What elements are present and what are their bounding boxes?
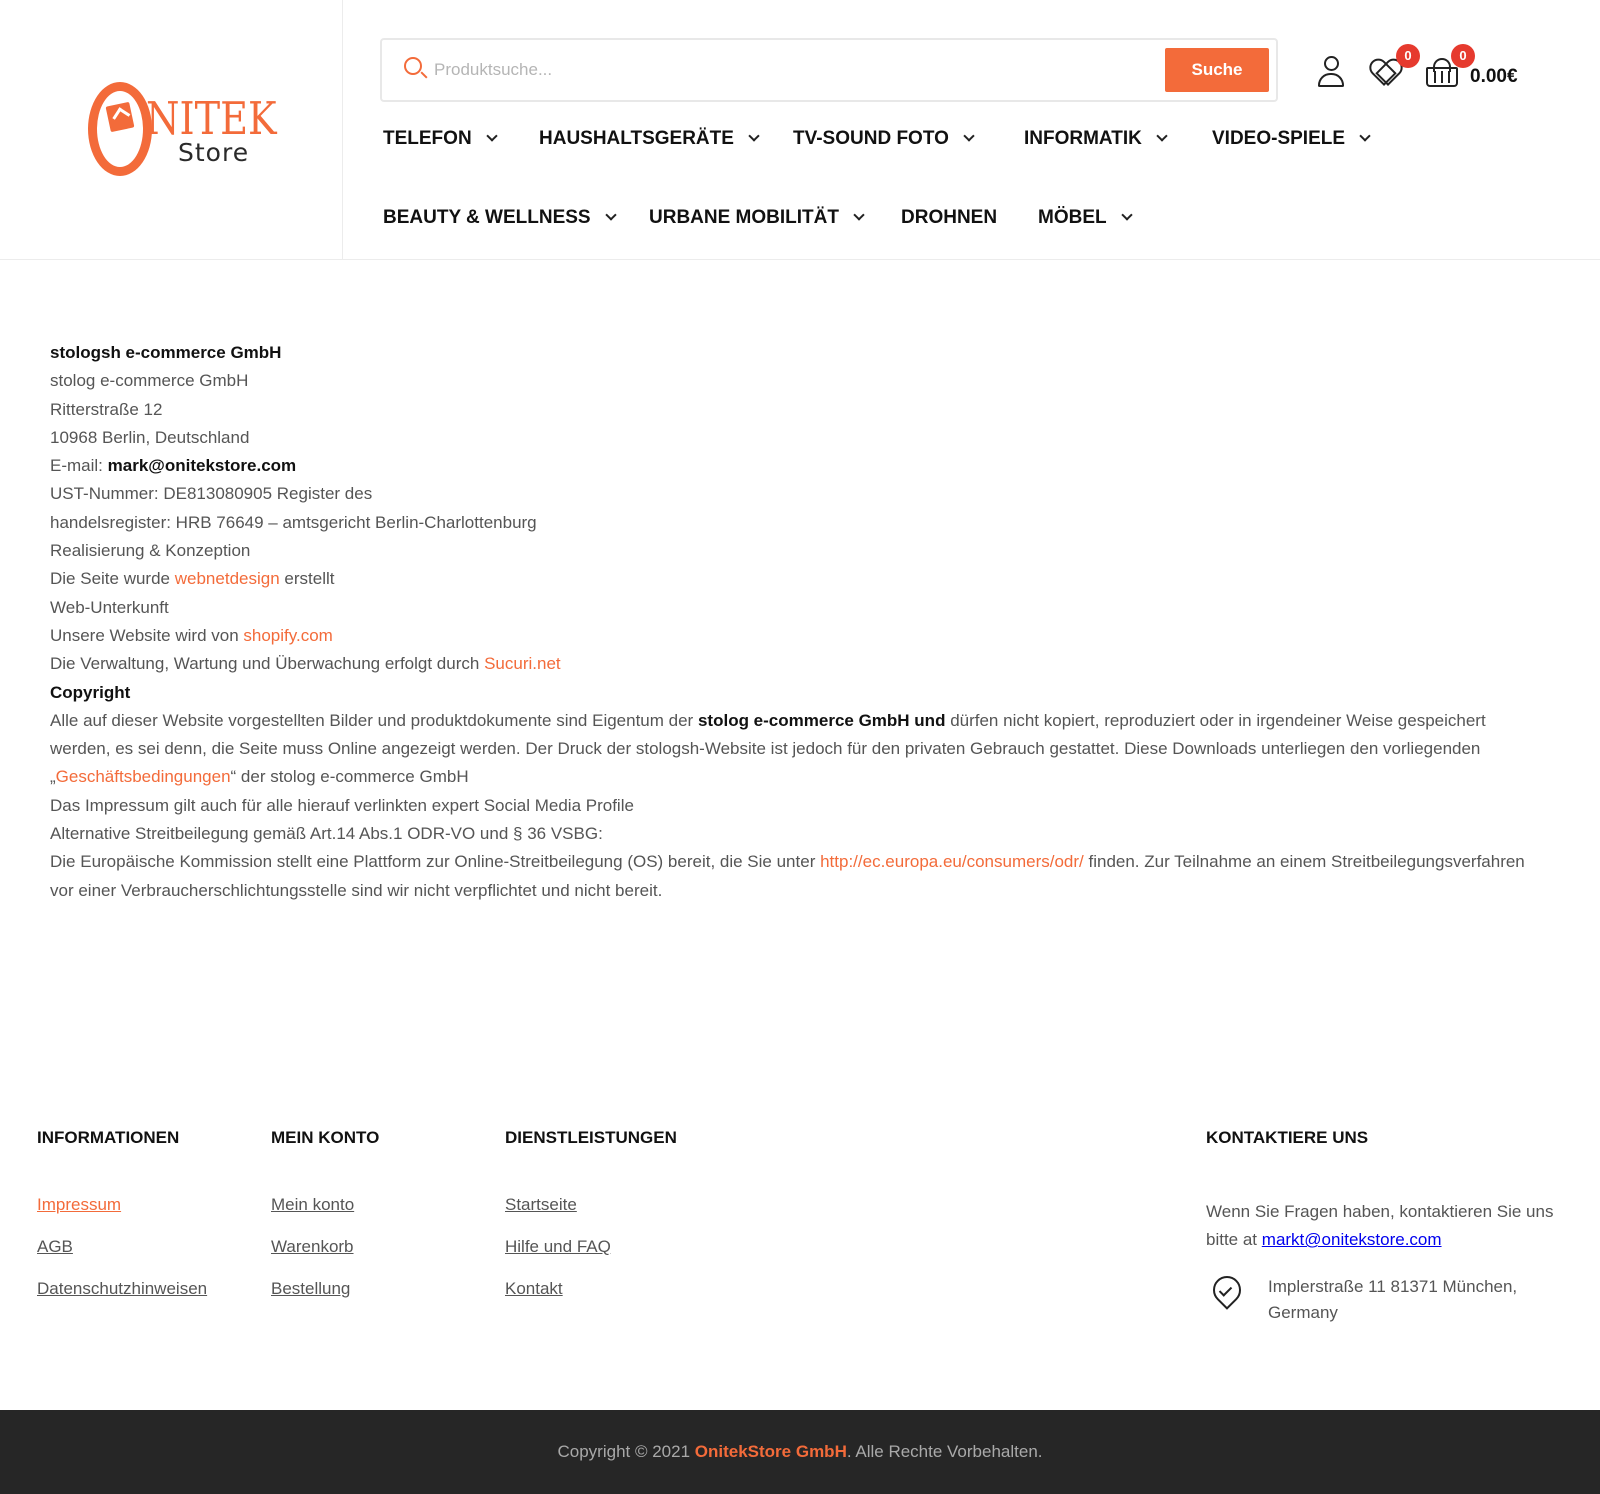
wishlist-count-badge: 0	[1396, 44, 1420, 68]
chevron-down-icon	[748, 130, 759, 141]
site-header	[0, 0, 1600, 260]
chevron-down-icon	[963, 130, 974, 141]
footer-link-hilfe-faq[interactable]: Hilfe und FAQ	[505, 1237, 611, 1256]
realisierung: Realisierung & Konzeption	[50, 541, 251, 561]
nav-item-informatik[interactable]: INFORMATIK	[1024, 128, 1166, 150]
sucuri-link[interactable]: Sucuri.net	[484, 654, 561, 674]
logo-column	[0, 0, 343, 259]
shopify-link[interactable]: shopify.com	[243, 625, 333, 645]
nav-item-beauty-wellness[interactable]: BEAUTY & WELLNESS	[383, 207, 615, 229]
seite-credit-line: Die Seite wurde webnetdesign erstellt	[50, 569, 335, 589]
chevron-down-icon	[853, 209, 864, 220]
footer-link-warenkorb[interactable]: Warenkorb	[271, 1237, 354, 1256]
nav-item-urbane-mobilitaet[interactable]: URBANE MOBILITÄT	[649, 207, 863, 229]
handelsregister: handelsregister: HRB 76649 – amtsgericht Berlin-Charlottenburg	[50, 512, 537, 532]
footer-heading: KONTAKTIERE UNS	[1206, 1128, 1369, 1147]
webnetdesign-link[interactable]: webnetdesign	[174, 569, 280, 589]
company-city: 10968 Berlin, Deutschland	[50, 427, 250, 447]
verwaltung-line: Die Verwaltung, Wartung und Überwachung erfolgt durch Sucuri.net	[50, 654, 561, 674]
chevron-down-icon	[1121, 209, 1132, 220]
footer-link-bestellung[interactable]: Bestellung	[271, 1279, 351, 1298]
chevron-down-icon	[1359, 130, 1370, 141]
logo-box-icon	[106, 102, 135, 132]
location-pin-icon	[1212, 1276, 1242, 1316]
web-unterkunft: Web-Unterkunft	[50, 597, 169, 617]
search-input[interactable]	[434, 54, 1134, 86]
contact-address: Implerstraße 11 81371 München, Germany	[1268, 1277, 1518, 1322]
impressum-content	[50, 339, 1550, 905]
chevron-down-icon	[1156, 130, 1167, 141]
streitbeilegung: Alternative Streitbeilegung gemäß Art.14 Abs.1 ODR-VO und § 36 VSBG:	[50, 824, 603, 844]
footer-link-impressum[interactable]: Impressum	[37, 1195, 122, 1214]
account-icon[interactable]	[1317, 56, 1345, 88]
footer-link-datenschutz[interactable]: Datenschutzhinweisen	[37, 1279, 208, 1298]
company-heading: stologsh e-commerce GmbH	[50, 343, 282, 362]
copyright-paragraph: Alle auf dieser Website vorgestellten Bilder und produktdokumente sind Eigentum der stolog e-commerce GmbH und dürfen nicht kopiert, reproduziert oder in irgendeiner Weise gespeichert werden, es sei denn, die Seite muss Online angezeigt werden. Der Druck der stologsh-Website ist jedoch für den privaten Gebrauch gestattet. Diese Downloads unterliegen den vorliegenden „Geschäftsbedingungen“ der stolog e-commerce GmbH	[50, 710, 1486, 787]
search-bar	[380, 38, 1278, 102]
footer-link-agb[interactable]: AGB	[37, 1237, 73, 1256]
geschaeftsbedingungen-link[interactable]: Geschäftsbedingungen	[55, 767, 231, 787]
contact-text: Wenn Sie Fragen haben, kontaktieren Sie uns bitte at markt@onitekstore.com	[1206, 1202, 1554, 1249]
impressum-note: Das Impressum gilt auch für alle hierauf verlinkten expert Social Media Profile	[50, 795, 634, 815]
company-name: stolog e-commerce GmbH	[50, 371, 249, 391]
nav-item-haushaltsgeraete[interactable]: HAUSHALTSGERÄTE	[539, 128, 758, 150]
footer-informationen	[37, 1128, 208, 1298]
footer-link-mein-konto[interactable]: Mein konto	[271, 1195, 355, 1214]
search-icon	[404, 57, 422, 75]
contact-email-link[interactable]: markt@onitekstore.com	[1261, 1230, 1442, 1249]
logo-word: NITEK	[146, 92, 277, 145]
company-street: Ritterstraße 12	[50, 399, 163, 419]
hosting-line: Unsere Website wird von shopify.com	[50, 625, 333, 645]
eu-odr-link[interactable]: http://ec.europa.eu/consumers/odr/	[820, 852, 1084, 872]
brand-link[interactable]: OnitekStore GmbH	[694, 1442, 847, 1461]
nav-item-moebel[interactable]: MÖBEL	[1038, 207, 1131, 229]
footer-heading: DIENSTLEISTUNGEN	[505, 1128, 677, 1147]
footer-heading: INFORMATIONEN	[37, 1128, 180, 1147]
copyright-bar: Copyright © 2021 OnitekStore GmbH. Alle Rechte Vorbehalten.	[0, 1410, 1600, 1494]
footer-dienstleistungen	[505, 1128, 677, 1298]
ust-number: UST-Nummer: DE813080905 Register des	[50, 484, 373, 504]
company-email[interactable]: mark@onitekstore.com	[107, 456, 297, 476]
eu-odr-paragraph: Die Europäische Kommission stellt eine Plattform zur Online-Streitbeilegung (OS) bereit, die Sie unter http://ec.europa.eu/consumers/odr/ finden. Zur Teilnahme an einem Streitbeilegungsverfahren vor einer Verbraucherschlichtungsstelle sind wir nicht verpflichtet und nicht bereit.	[50, 852, 1525, 900]
logo-subtitle: Store	[178, 138, 250, 167]
nav-item-tv-sound-foto[interactable]: TV-SOUND FOTO	[793, 128, 973, 150]
wishlist-icon[interactable]	[1370, 60, 1400, 88]
footer-kontakt	[1206, 1128, 1368, 1148]
footer-link-kontakt[interactable]: Kontakt	[505, 1279, 563, 1298]
chevron-down-icon	[605, 209, 616, 220]
nav-item-telefon[interactable]: TELEFON	[383, 128, 496, 150]
copyright-heading: Copyright	[50, 682, 131, 702]
chevron-down-icon	[486, 130, 497, 141]
nav-item-drohnen[interactable]: DROHNEN	[901, 207, 998, 228]
cart-count-badge: 0	[1451, 44, 1475, 68]
search-button[interactable]: Suche	[1165, 48, 1269, 92]
footer-mein-konto	[271, 1128, 380, 1298]
footer-link-startseite[interactable]: Startseite	[505, 1195, 577, 1214]
cart-total[interactable]: 0.00€	[1470, 66, 1518, 87]
nav-item-video-spiele[interactable]: VIDEO-SPIELE	[1212, 128, 1369, 150]
company-email-line: E-mail: mark@onitekstore.com	[50, 456, 297, 476]
footer-heading: MEIN KONTO	[271, 1128, 380, 1147]
site-logo[interactable]	[88, 78, 298, 178]
